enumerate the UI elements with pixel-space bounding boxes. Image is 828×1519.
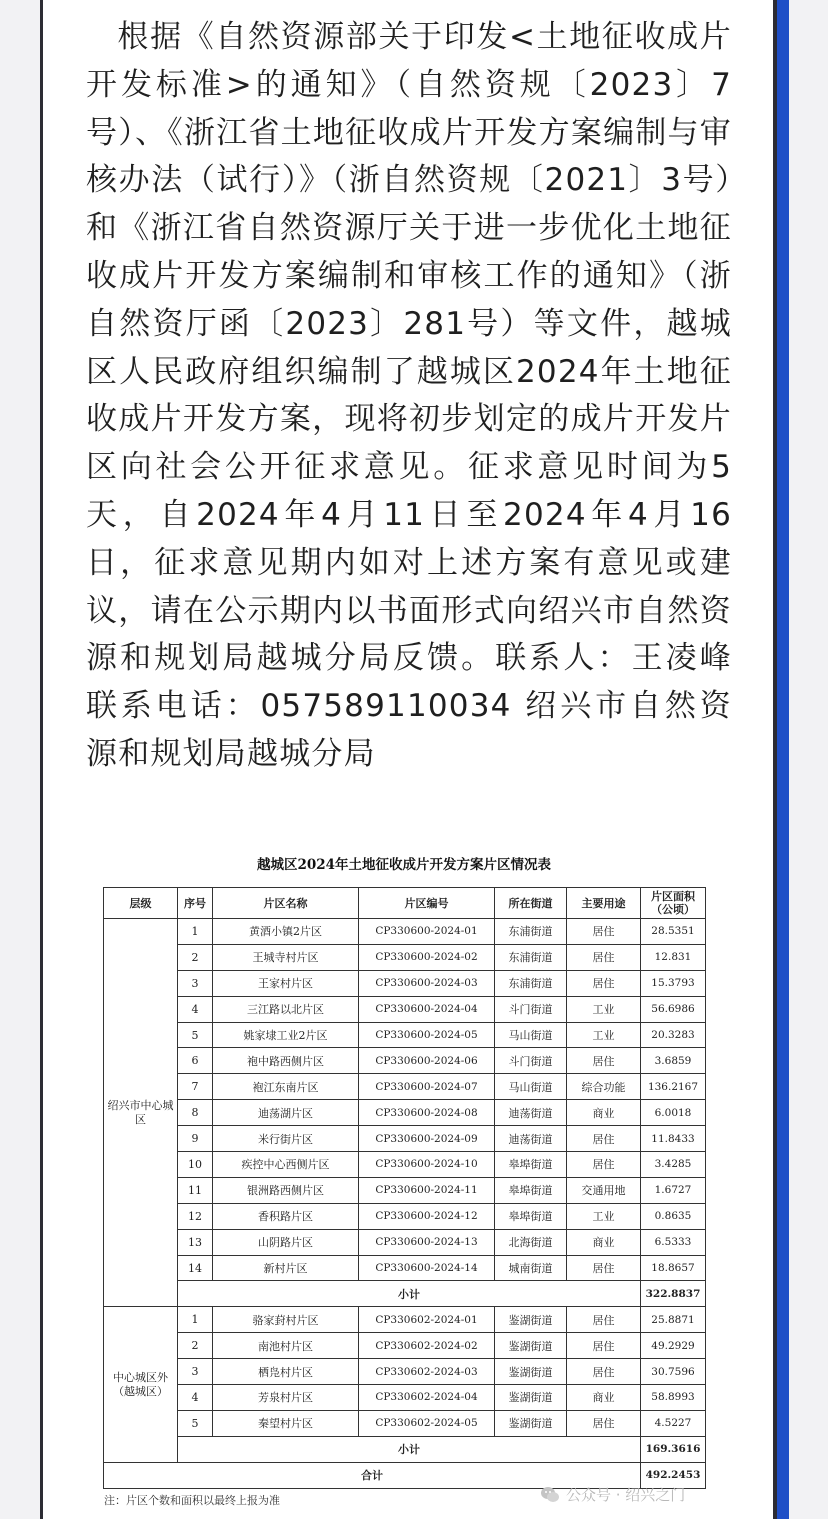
index-cell: 5: [178, 1410, 213, 1436]
area-size-cell: 25.8871: [641, 1307, 706, 1333]
area-name-cell: 银洲路西侧片区: [213, 1177, 359, 1203]
index-cell: 4: [178, 1385, 213, 1411]
header-street: 所在街道: [495, 888, 567, 919]
area-code-cell: CP330600-2024-09: [359, 1126, 495, 1152]
area-name-cell: 香积路片区: [213, 1203, 359, 1229]
index-cell: 4: [178, 996, 213, 1022]
area-size-cell: 15.3793: [641, 970, 706, 996]
index-cell: 11: [178, 1177, 213, 1203]
table-row: [104, 1152, 706, 1178]
area-size-cell: 0.8635: [641, 1203, 706, 1229]
table-row: [104, 1307, 706, 1333]
area-code-cell: CP330602-2024-05: [359, 1410, 495, 1436]
street-cell: 鉴湖街道: [495, 1385, 567, 1411]
street-cell: 北海街道: [495, 1229, 567, 1255]
area-size-cell: 18.8657: [641, 1255, 706, 1281]
usage-cell: 居住: [567, 1152, 641, 1178]
usage-cell: 商业: [567, 1100, 641, 1126]
header-area-size: 片区面积（公顷）: [641, 888, 706, 919]
area-code-cell: CP330600-2024-12: [359, 1203, 495, 1229]
area-code-cell: CP330600-2024-06: [359, 1048, 495, 1074]
usage-cell: 居住: [567, 970, 641, 996]
table-row: [104, 996, 706, 1022]
index-cell: 2: [178, 944, 213, 970]
total-value: 492.2453: [641, 1462, 706, 1488]
area-name-cell: 王家村片区: [213, 970, 359, 996]
header-tier: 层级: [104, 888, 178, 919]
usage-cell: 居住: [567, 1255, 641, 1281]
area-size-cell: 6.0018: [641, 1100, 706, 1126]
index-cell: 1: [178, 1307, 213, 1333]
area-code-cell: CP330602-2024-03: [359, 1359, 495, 1385]
subtotal-label: 小计: [178, 1281, 641, 1307]
table-row: [104, 1100, 706, 1126]
usage-cell: 居住: [567, 1410, 641, 1436]
street-cell: 迪荡街道: [495, 1126, 567, 1152]
street-cell: 斗门街道: [495, 1048, 567, 1074]
index-cell: 3: [178, 1359, 213, 1385]
area-code-cell: CP330600-2024-10: [359, 1152, 495, 1178]
body-paragraph-text: 根据《自然资源部关于印发<土地征收成片开发标准>的通知》（自然资规〔2023〕7号）、《浙江省土地征收成片开发方案编制与审核办法（试行）》（浙自然资规〔2021〕3号）和《浙江省自然资源厅关于进一步优化土地征收成片开发方案编制和审核工作的通知》（浙自然资厅函〔2023〕281号）等文件，越城区人民政府组织编制了越城区2024年土地征收成片开发方案，现将初步划定的成片开发片区向社会公开征求意见。征求意见时间为5天，自2024年4月11日至2024年4月16日，征求意见期内如对上述方案有意见或建议，请在公示期内以书面形式向绍兴市自然资源和规划局越城分局反馈。联系人：王凌峰 联系电话：057589110034 绍兴市自然资源和规划局越城分局: [86, 19, 797, 772]
usage-cell: 居住: [567, 1307, 641, 1333]
index-cell: 3: [178, 970, 213, 996]
area-name-cell: 南池村片区: [213, 1333, 359, 1359]
area-size-cell: 20.3283: [641, 1022, 706, 1048]
area-size-cell: 3.4285: [641, 1152, 706, 1178]
table-title: 越城区2024年土地征收成片开发方案片区情况表: [256, 857, 552, 873]
table-row: [104, 1333, 706, 1359]
area-name-cell: 疾控中心西侧片区: [213, 1152, 359, 1178]
street-cell: 皋埠街道: [495, 1203, 567, 1229]
table-row: [104, 944, 706, 970]
area-name-cell: 黄酒小镇2片区: [213, 919, 359, 945]
index-cell: 9: [178, 1126, 213, 1152]
usage-cell: 居住: [567, 944, 641, 970]
area-name-cell: 迪荡湖片区: [213, 1100, 359, 1126]
table-row: [104, 1126, 706, 1152]
table-row: [104, 1255, 706, 1281]
street-cell: 马山街道: [495, 1074, 567, 1100]
index-cell: 13: [178, 1229, 213, 1255]
area-name-cell: 芳泉村片区: [213, 1385, 359, 1411]
area-name-cell: 三江路以北片区: [213, 996, 359, 1022]
watermark-text: 公众号 · 绍兴之门: [566, 1486, 686, 1504]
index-cell: 2: [178, 1333, 213, 1359]
street-cell: 迪荡街道: [495, 1100, 567, 1126]
table-row: [104, 1385, 706, 1411]
area-name-cell: 米行街片区: [213, 1126, 359, 1152]
usage-cell: 商业: [567, 1385, 641, 1411]
area-size-cell: 136.2167: [641, 1074, 706, 1100]
street-cell: 东浦街道: [495, 919, 567, 945]
area-code-cell: CP330600-2024-04: [359, 996, 495, 1022]
table-row: [104, 1203, 706, 1229]
table-body: [104, 919, 706, 1489]
street-cell: 鉴湖街道: [495, 1307, 567, 1333]
street-cell: 东浦街道: [495, 944, 567, 970]
table-row: [104, 1177, 706, 1203]
area-code-cell: CP330600-2024-14: [359, 1255, 495, 1281]
left-frame-line: [40, 0, 43, 1519]
area-code-cell: CP330600-2024-05: [359, 1022, 495, 1048]
usage-cell: 居住: [567, 1048, 641, 1074]
street-cell: 鉴湖街道: [495, 1410, 567, 1436]
header-usage: 主要用途: [567, 888, 641, 919]
table-note: 注：片区个数和面积以最终上报为准: [104, 1494, 280, 1507]
area-size-cell: 6.5333: [641, 1229, 706, 1255]
area-code-cell: CP330600-2024-11: [359, 1177, 495, 1203]
area-name-cell: 袍江东南片区: [213, 1074, 359, 1100]
usage-cell: 工业: [567, 1203, 641, 1229]
table-row: [104, 1359, 706, 1385]
street-cell: 皋埠街道: [495, 1152, 567, 1178]
area-size-cell: 49.2929: [641, 1333, 706, 1359]
header-area-code: 片区编号: [359, 888, 495, 919]
table-row: [104, 1410, 706, 1436]
usage-cell: 居住: [567, 919, 641, 945]
area-name-cell: 山阴路片区: [213, 1229, 359, 1255]
area-code-cell: CP330600-2024-01: [359, 919, 495, 945]
table-row: [104, 1229, 706, 1255]
index-cell: 10: [178, 1152, 213, 1178]
table-row: [104, 970, 706, 996]
table-row: [104, 1048, 706, 1074]
usage-cell: 工业: [567, 996, 641, 1022]
street-cell: 皋埠街道: [495, 1177, 567, 1203]
area-code-cell: CP330600-2024-03: [359, 970, 495, 996]
area-code-cell: CP330602-2024-02: [359, 1333, 495, 1359]
index-cell: 1: [178, 919, 213, 945]
usage-cell: 居住: [567, 1333, 641, 1359]
area-code-cell: CP330602-2024-04: [359, 1385, 495, 1411]
usage-cell: 综合功能: [567, 1074, 641, 1100]
index-cell: 7: [178, 1074, 213, 1100]
index-cell: 6: [178, 1048, 213, 1074]
tier-cell: 绍兴市中心城区: [104, 919, 178, 1307]
area-name-cell: 王城寺村片区: [213, 944, 359, 970]
table-header-row: [104, 888, 706, 919]
area-size-cell: 58.8993: [641, 1385, 706, 1411]
body-paragraph: [86, 14, 797, 779]
street-cell: 鉴湖街道: [495, 1359, 567, 1385]
area-name-cell: 秦望村片区: [213, 1410, 359, 1436]
street-cell: 马山街道: [495, 1022, 567, 1048]
right-accent-bar: [777, 0, 789, 1519]
area-name-cell: 骆家葑村片区: [213, 1307, 359, 1333]
street-cell: 鉴湖街道: [495, 1333, 567, 1359]
header-area-name: 片区名称: [213, 888, 359, 919]
tier-cell: 中心城区外（越城区）: [104, 1307, 178, 1462]
usage-cell: 居住: [567, 1359, 641, 1385]
area-name-cell: 新村片区: [213, 1255, 359, 1281]
index-cell: 5: [178, 1022, 213, 1048]
area-size-cell: 1.6727: [641, 1177, 706, 1203]
right-margin: [789, 0, 828, 1519]
street-cell: 斗门街道: [495, 996, 567, 1022]
area-size-cell: 12.831: [641, 944, 706, 970]
subtotal-label: 小计: [178, 1436, 641, 1462]
table-row: [104, 1022, 706, 1048]
header-index: 序号: [178, 888, 213, 919]
index-cell: 12: [178, 1203, 213, 1229]
area-code-cell: CP330600-2024-13: [359, 1229, 495, 1255]
area-size-cell: 56.6986: [641, 996, 706, 1022]
area-size-cell: 4.5227: [641, 1410, 706, 1436]
area-code-cell: CP330602-2024-01: [359, 1307, 495, 1333]
subtotal-row: [104, 1436, 706, 1462]
usage-cell: 交通用地: [567, 1177, 641, 1203]
area-size-cell: 30.7596: [641, 1359, 706, 1385]
street-cell: 东浦街道: [495, 970, 567, 996]
index-cell: 8: [178, 1100, 213, 1126]
area-name-cell: 栖凫村片区: [213, 1359, 359, 1385]
index-cell: 14: [178, 1255, 213, 1281]
area-size-cell: 28.5351: [641, 919, 706, 945]
watermark: [540, 1484, 685, 1505]
area-size-cell: 11.8433: [641, 1126, 706, 1152]
wechat-icon: [540, 1485, 560, 1505]
plan-table: [103, 887, 706, 1489]
table-row: [104, 919, 706, 945]
subtotal-value: 322.8837: [641, 1281, 706, 1307]
left-margin: [0, 0, 43, 1519]
area-code-cell: CP330600-2024-07: [359, 1074, 495, 1100]
area-code-cell: CP330600-2024-02: [359, 944, 495, 970]
total-label: 合计: [104, 1462, 641, 1488]
usage-cell: 工业: [567, 1022, 641, 1048]
street-cell: 城南街道: [495, 1255, 567, 1281]
subtotal-row: [104, 1281, 706, 1307]
area-name-cell: 姚家埭工业2片区: [213, 1022, 359, 1048]
usage-cell: 商业: [567, 1229, 641, 1255]
area-code-cell: CP330600-2024-08: [359, 1100, 495, 1126]
subtotal-value: 169.3616: [641, 1436, 706, 1462]
table-row: [104, 1074, 706, 1100]
area-name-cell: 袍中路西侧片区: [213, 1048, 359, 1074]
usage-cell: 居住: [567, 1126, 641, 1152]
area-size-cell: 3.6859: [641, 1048, 706, 1074]
